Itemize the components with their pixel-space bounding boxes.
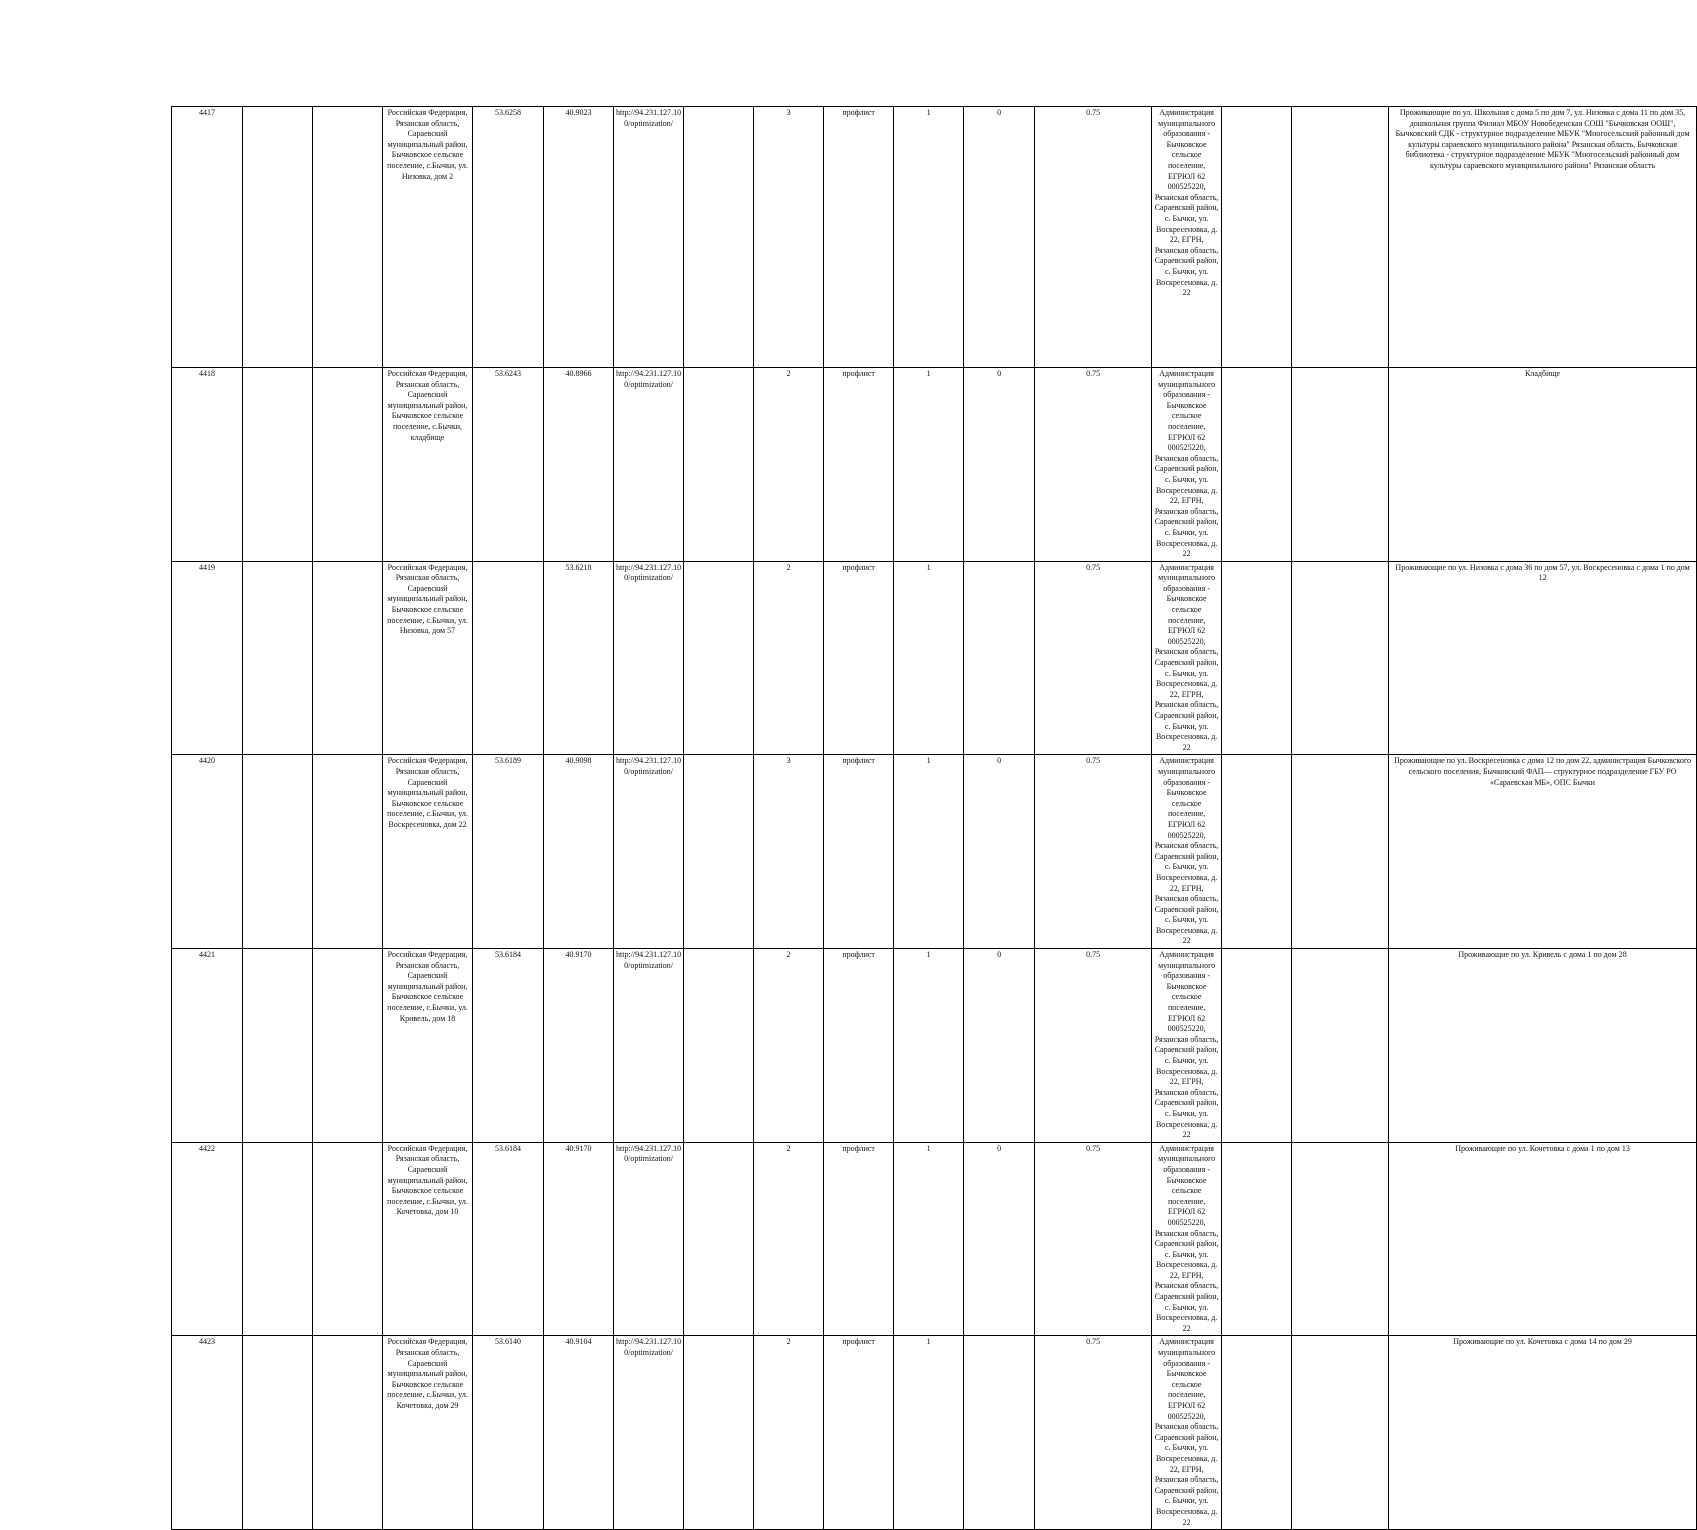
address-cell: Российская Федерация, Рязанская область, Сараевский муниципальный район, Бычковское сельское поселение, с.Бычки, ул. Воскресеновка, дом 22 bbox=[383, 755, 473, 949]
latitude-cell bbox=[473, 561, 544, 755]
site-number-cell: 4419 bbox=[172, 561, 243, 755]
empty-cell bbox=[684, 1142, 754, 1336]
container-count-cell: 2 bbox=[754, 561, 824, 755]
empty-cell bbox=[684, 368, 754, 562]
site-number-cell: 4418 bbox=[172, 368, 243, 562]
table-row bbox=[172, 561, 1697, 755]
value-one-cell: 1 bbox=[894, 1336, 964, 1530]
empty-cell bbox=[1292, 561, 1389, 755]
sources-cell: Проживающие по ул. Кочетовка с дома 14 по дом 29 bbox=[1389, 1336, 1697, 1530]
longitude-cell: 40.9170 bbox=[544, 949, 614, 1143]
value-two-cell: 0 bbox=[964, 1142, 1035, 1336]
value-one-cell: 1 bbox=[894, 949, 964, 1143]
empty-cell bbox=[684, 949, 754, 1143]
site-number-cell: 4420 bbox=[172, 755, 243, 949]
volume-cell: 0.75 bbox=[1035, 755, 1152, 949]
link-cell[interactable]: http://94.231.127.10 0/optimization/ bbox=[614, 561, 684, 755]
value-two-cell bbox=[964, 1336, 1035, 1530]
empty-cell bbox=[243, 107, 313, 368]
empty-cell bbox=[1222, 368, 1292, 562]
empty-cell bbox=[1222, 561, 1292, 755]
address-cell: Российская Федерация, Рязанская область, Сараевский муниципальный район, Бычковское сельское поселение, с.Бычки, ул. Кочетовка, дом 10 bbox=[383, 1142, 473, 1336]
address-cell: Российская Федерация, Рязанская область, Сараевский муниципальный район, Бычковское сельское поселение, с.Бычки, ул. Низовка, дом 2 bbox=[383, 107, 473, 368]
longitude-cell: 40.8966 bbox=[544, 368, 614, 562]
table-row bbox=[172, 1142, 1697, 1336]
container-count-cell: 2 bbox=[754, 949, 824, 1143]
empty-cell bbox=[1222, 949, 1292, 1143]
sources-cell: Проживающие по ул. Воскресеновка с дома 12 по дом 22, администрация Бычковского сельского поселения, Бычковский ФАП— структурное подразделение ГБУ РО «Сараевская МБ», ОПС Бычки bbox=[1389, 755, 1697, 949]
longitude-cell: 40.9098 bbox=[544, 755, 614, 949]
value-two-cell: 0 bbox=[964, 949, 1035, 1143]
empty-cell bbox=[684, 107, 754, 368]
empty-cell bbox=[1292, 107, 1389, 368]
table-row bbox=[172, 107, 1697, 368]
sources-cell: Проживающие по ул. Низовка с дома 36 по дом 57, ул. Воскресеновка с дома 1 по дом 12 bbox=[1389, 561, 1697, 755]
latitude-cell: 53.6184 bbox=[473, 949, 544, 1143]
owner-cell: Администрация муниципального образования - Бычковское сельское поселение, ЕГРЮЛ 62 000525220, Рязанская область, Сараевский район, с. Бычки, ул. Воскресеновка, д. 22, ЕГРН, Рязанская область, Сараевский район, с. Бычки, ул. Воскресеновка, д. 22 bbox=[1152, 561, 1222, 755]
empty-cell bbox=[313, 949, 383, 1143]
volume-cell: 0.75 bbox=[1035, 1142, 1152, 1336]
latitude-cell: 53.6140 bbox=[473, 1336, 544, 1530]
address-cell: Российская Федерация, Рязанская область, Сараевский муниципальный район, Бычковское сельское поселение, с.Бычки, ул. Кочетовка, дом 29 bbox=[383, 1336, 473, 1530]
site-number-cell: 4423 bbox=[172, 1336, 243, 1530]
value-one-cell: 1 bbox=[894, 1142, 964, 1336]
value-two-cell bbox=[964, 561, 1035, 755]
empty-cell bbox=[243, 949, 313, 1143]
value-one-cell: 1 bbox=[894, 755, 964, 949]
address-cell: Российская Федерация, Рязанская область, Сараевский муниципальный район, Бычковское сельское поселение, с.Бычки, кладбище bbox=[383, 368, 473, 562]
link-cell[interactable]: http://94.231.127.10 0/optimization/ bbox=[614, 1142, 684, 1336]
empty-cell bbox=[243, 1336, 313, 1530]
sources-cell: Проживающие по ул. Кочетовка с дома 1 по дом 13 bbox=[1389, 1142, 1697, 1336]
empty-cell bbox=[243, 561, 313, 755]
value-one-cell: 1 bbox=[894, 561, 964, 755]
owner-cell: Администрация муниципального образования - Бычковское сельское поселение, ЕГРЮЛ 62 000525220, Рязанская область, Сараевский район, с. Бычки, ул. Воскресеновка, д. 22, ЕГРН, Рязанская область, Сараевский район, с. Бычки, ул. Воскресеновка, д. 22 bbox=[1152, 368, 1222, 562]
address-cell: Российская Федерация, Рязанская область, Сараевский муниципальный район, Бычковское сельское поселение, с.Бычки, ул. Низовка, дом 57 bbox=[383, 561, 473, 755]
value-two-cell: 0 bbox=[964, 107, 1035, 368]
owner-cell: Администрация муниципального образования - Бычковское сельское поселение, ЕГРЮЛ 62 000525220, Рязанская область, Сараевский район, с. Бычки, ул. Воскресеновка, д. 22, ЕГРН, Рязанская область, Сараевский район, с. Бычки, ул. Воскресеновка, д. 22 bbox=[1152, 1336, 1222, 1530]
latitude-cell: 53.6243 bbox=[473, 368, 544, 562]
volume-cell: 0.75 bbox=[1035, 107, 1152, 368]
value-two-cell: 0 bbox=[964, 755, 1035, 949]
empty-cell bbox=[243, 1142, 313, 1336]
latitude-cell: 53.6189 bbox=[473, 755, 544, 949]
latitude-cell: 53.6184 bbox=[473, 1142, 544, 1336]
owner-cell: Администрация муниципального образования - Бычковское сельское поселение, ЕГРЮЛ 62 000525220, Рязанская область, Сараевский район, с. Бычки, ул. Воскресеновка, д. 22, ЕГРН, Рязанская область, Сараевский район, с. Бычки, ул. Воскресеновка, д. 22 bbox=[1152, 107, 1222, 368]
registry-table bbox=[171, 106, 1697, 1530]
empty-cell bbox=[684, 561, 754, 755]
empty-cell bbox=[1222, 107, 1292, 368]
link-cell[interactable]: http://94.231.127.10 0/optimization/ bbox=[614, 107, 684, 368]
material-cell: профлист bbox=[824, 1142, 894, 1336]
material-cell: профлист bbox=[824, 368, 894, 562]
material-cell: профлист bbox=[824, 561, 894, 755]
material-cell: профлист bbox=[824, 755, 894, 949]
empty-cell bbox=[1292, 949, 1389, 1143]
volume-cell: 0.75 bbox=[1035, 561, 1152, 755]
sources-cell: Проживающие по ул. Школьная с дома 5 по дом 7, ул. Низовка с дома 11 по дом 35, дошкольная группа Филиал МБОУ Новобеденская СОШ "Бычковская ООШ", Бычковский СДК - структурное подразделение МБУК "Многосельский районный дом культуры сараевского муниципального района" Рязанская область, Бычковская библиотека - структурное подразделение МБУК "Многосельский районный дом культуры сараевского муниципального района" Рязанская область bbox=[1389, 107, 1697, 368]
address-cell: Российская Федерация, Рязанская область, Сараевский муниципальный район, Бычковское сельское поселение, с.Бычки, ул. Кривель, дом 18 bbox=[383, 949, 473, 1143]
material-cell: профлист bbox=[824, 1336, 894, 1530]
table-row bbox=[172, 368, 1697, 562]
empty-cell bbox=[313, 755, 383, 949]
volume-cell: 0.75 bbox=[1035, 949, 1152, 1143]
empty-cell bbox=[313, 561, 383, 755]
empty-cell bbox=[1292, 755, 1389, 949]
empty-cell bbox=[1222, 755, 1292, 949]
longitude-cell: 40.9023 bbox=[544, 107, 614, 368]
table-row bbox=[172, 1336, 1697, 1530]
volume-cell: 0.75 bbox=[1035, 368, 1152, 562]
container-count-cell: 3 bbox=[754, 107, 824, 368]
value-one-cell: 1 bbox=[894, 368, 964, 562]
container-count-cell: 3 bbox=[754, 755, 824, 949]
longitude-cell: 40.9170 bbox=[544, 1142, 614, 1336]
table-row bbox=[172, 949, 1697, 1143]
empty-cell bbox=[684, 755, 754, 949]
link-cell[interactable]: http://94.231.127.10 0/optimization/ bbox=[614, 755, 684, 949]
table-row bbox=[172, 755, 1697, 949]
site-number-cell: 4422 bbox=[172, 1142, 243, 1336]
value-two-cell: 0 bbox=[964, 368, 1035, 562]
owner-cell: Администрация муниципального образования - Бычковское сельское поселение, ЕГРЮЛ 62 000525220, Рязанская область, Сараевский район, с. Бычки, ул. Воскресеновка, д. 22, ЕГРН, Рязанская область, Сараевский район, с. Бычки, ул. Воскресеновка, д. 22 bbox=[1152, 1142, 1222, 1336]
empty-cell bbox=[313, 107, 383, 368]
material-cell: профлист bbox=[824, 949, 894, 1143]
empty-cell bbox=[313, 368, 383, 562]
empty-cell bbox=[1222, 1336, 1292, 1530]
empty-cell bbox=[1292, 1142, 1389, 1336]
container-count-cell: 2 bbox=[754, 368, 824, 562]
empty-cell bbox=[243, 755, 313, 949]
value-one-cell: 1 bbox=[894, 107, 964, 368]
link-cell[interactable]: http://94.231.127.10 0/optimization/ bbox=[614, 1336, 684, 1530]
site-number-cell: 4417 bbox=[172, 107, 243, 368]
owner-cell: Администрация муниципального образования - Бычковское сельское поселение, ЕГРЮЛ 62 000525220, Рязанская область, Сараевский район, с. Бычки, ул. Воскресеновка, д. 22, ЕГРН, Рязанская область, Сараевский район, с. Бычки, ул. Воскресеновка, д. 22 bbox=[1152, 755, 1222, 949]
owner-cell: Администрация муниципального образования - Бычковское сельское поселение, ЕГРЮЛ 62 000525220, Рязанская область, Сараевский район, с. Бычки, ул. Воскресеновка, д. 22, ЕГРН, Рязанская область, Сараевский район, с. Бычки, ул. Воскресеновка, д. 22 bbox=[1152, 949, 1222, 1143]
longitude-cell: 40.9104 bbox=[544, 1336, 614, 1530]
empty-cell bbox=[243, 368, 313, 562]
longitude-cell: 53.6218 bbox=[544, 561, 614, 755]
empty-cell bbox=[1292, 1336, 1389, 1530]
site-number-cell: 4421 bbox=[172, 949, 243, 1143]
link-cell[interactable]: http://94.231.127.10 0/optimization/ bbox=[614, 949, 684, 1143]
empty-cell bbox=[313, 1336, 383, 1530]
volume-cell: 0.75 bbox=[1035, 1336, 1152, 1530]
material-cell: профлист bbox=[824, 107, 894, 368]
container-count-cell: 2 bbox=[754, 1142, 824, 1336]
empty-cell bbox=[313, 1142, 383, 1336]
sources-cell: Проживающие по ул. Кривель с дома 1 по дом 28 bbox=[1389, 949, 1697, 1143]
empty-cell bbox=[1292, 368, 1389, 562]
container-count-cell: 2 bbox=[754, 1336, 824, 1530]
link-cell[interactable]: http://94.231.127.10 0/optimization/ bbox=[614, 368, 684, 562]
sources-cell: Кладбище bbox=[1389, 368, 1697, 562]
latitude-cell: 53.6258 bbox=[473, 107, 544, 368]
empty-cell bbox=[684, 1336, 754, 1530]
empty-cell bbox=[1222, 1142, 1292, 1336]
